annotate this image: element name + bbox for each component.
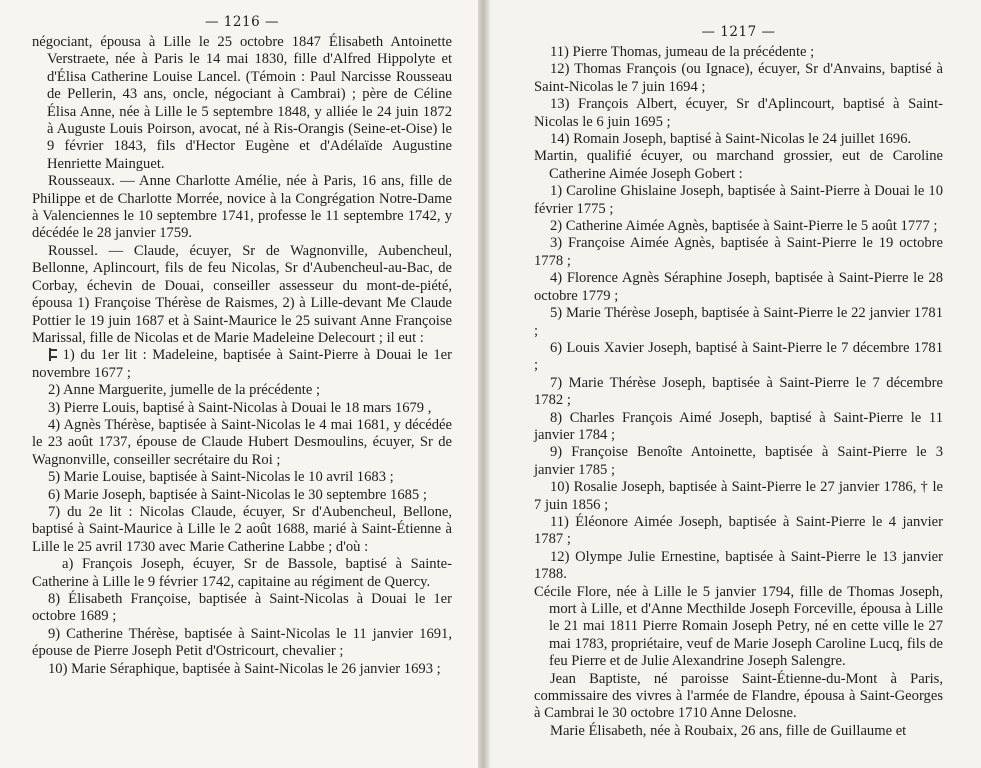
list-item: 11) Éléonore Aimée Joseph, baptisée à Saint-Pierre le 4 janvier 1787 ; — [534, 513, 943, 548]
list-item: 13) François Albert, écuyer, Sr d'Aplincourt, baptisé à Saint-Nicolas le 6 juin 1695 ; — [534, 96, 943, 130]
list-item: 9) Catherine Thérèse, baptisée à Saint-Nicolas le 11 janvier 1691, épouse de Pierre Joseph Petit d'Ostricourt, chevalier ; — [32, 625, 452, 660]
list-item: 3) Pierre Louis, baptisé à Saint-Nicolas à Douai le 18 mars 1679 , — [48, 399, 432, 416]
list-item: 7) du 2e lit : Nicolas Claude, écuyer, Sr d'Aubencheul, Bellone, baptisé à Saint-Maurice à Lille le 2 août 1688, marié à Saint-Étienne à Lille le 25 avril 1730 avec Marie Catherine Labbe ; d'où : — [32, 503, 452, 555]
list-item: 14) Romain Joseph, baptisé à Saint-Nicolas le 24 juillet 1696. — [550, 131, 912, 148]
left-page — [0, 0, 478, 768]
list-item: 6) Louis Xavier Joseph, baptisé à Saint-Pierre le 7 décembre 1781 ; — [534, 339, 943, 374]
list-item: 12) Thomas François (ou Ignace), écuyer, Sr d'Anvains, baptisé à Saint-Nicolas le 7 juin 1694 ; — [534, 61, 943, 95]
list-item: 8) Charles François Aimé Joseph, baptisé à Saint-Pierre le 11 janvier 1784 ; — [534, 409, 943, 443]
list-item: 8) Élisabeth Françoise, baptisée à Saint-Nicolas à Douai le 1er octobre 1689 ; — [32, 591, 452, 625]
text-paragraph: Marie Élisabeth, née à Roubaix, 26 ans, fille de Guillaume et — [550, 722, 907, 739]
text-paragraph: négociant, épousa à Lille le 25 octobre 1847 Élisabeth Antoinette Verstraete, née à Paris le 14 mai 1830, fille d'Alfred Hippolyte et d'Élisa Catherine Louise Lancel. (Témoin : Paul Narcisse Rousseau de Pellerin, 43 ans, oncle, négociant à Cambrai) ; père de Céline Élisa Anne, née à Lille le 5 septembre 1848, y alliée le 24 juin 1872 à Auguste Louis Poirson, avocat, né à Ris-Orangis (Seine-et-Oise) le 9 février 1843, fils d'Hector Eugène et d'Adélaïde Augustine Henriette Mainguet. — [32, 34, 452, 172]
page-number-left: — 1216 — — [205, 14, 279, 30]
list-item: 3) Françoise Aimée Agnès, baptisée à Saint-Pierre le 19 octobre 1778 ; — [534, 235, 943, 269]
list-item: 11) Pierre Thomas, jumeau de la précédente ; — [550, 44, 815, 60]
list-subitem: a) François Joseph, écuyer, Sr de Bassole, baptisé à Sainte-Catherine à Lille le 9 février 1742, capitaine au régiment de Quercy. — [32, 556, 452, 590]
list-item: 5) Marie Louise, baptisée à Saint-Nicolas le 10 avril 1683 ; — [48, 469, 394, 486]
list-item: 10) Marie Séraphique, baptisée à Saint-Nicolas le 26 janvier 1693 ; — [48, 660, 441, 677]
list-item: 6) Marie Joseph, baptisée à Saint-Nicolas le 30 septembre 1685 ; — [48, 486, 427, 503]
list-item: 10) Rosalie Joseph, baptisée à Saint-Pierre le 27 janvier 1786, † le 7 juin 1856 ; — [534, 479, 943, 513]
list-item-text: 1) du 1er lit : Madeleine, baptisée à Saint-Pierre à Douai le 1er novembre 1677 ; — [32, 347, 452, 381]
list-item: 2) Anne Marguerite, jumelle de la précédente ; — [48, 382, 321, 399]
right-page-text — [534, 44, 943, 740]
list-item: 7) Marie Thérèse Joseph, baptisée à Saint-Pierre le 7 décembre 1782 ; — [534, 374, 943, 409]
list-item: 5) Marie Thérèse Joseph, baptisée à Saint-Pierre le 22 janvier 1781 ; — [534, 305, 943, 339]
text-paragraph: Martin, qualifié écuyer, ou marchand grossier, eut de Caroline Catherine Aimée Joseph Gobert : — [534, 148, 943, 182]
text-paragraph: Cécile Flore, née à Lille le 5 janvier 1794, fille de Thomas Joseph, mort à Lille, et d'Anne Mecthilde Joseph Forceville, épousa à Lille le 21 mai 1811 Pierre Romain Joseph Petry, né en cette ville le 27 mai 1783, propriétaire, veuf de Marie Joseph Caroline Lucq, fils de feu Pierre et de Julie Alexandrine Joseph Salengre. — [534, 583, 943, 670]
marginal-mark-icon — [48, 348, 57, 361]
list-item: 2) Catherine Aimée Agnès, baptisée à Saint-Pierre le 5 août 1777 ; — [550, 218, 938, 235]
text-paragraph: Rousseaux. — Anne Charlotte Amélie, née à Paris, 16 ans, fille de Philippe et de Charlotte Morrée, novice à la Congrégation Notre-Dame à Valenciennes le 10 septembre 1741, professe le 11 septembre 1742, y décédée le 28 janvier 1759. — [32, 173, 452, 242]
book-gutter — [478, 0, 490, 768]
right-page — [490, 0, 981, 768]
list-item — [32, 347, 452, 382]
list-item: 12) Olympe Julie Ernestine, baptisée à Saint-Pierre le 13 janvier 1788. — [534, 548, 943, 583]
page-number-right: — 1217 — — [701, 24, 776, 40]
list-item: 4) Agnès Thérèse, baptisée à Saint-Nicolas le 4 mai 1681, y décédée le 23 août 1737, épouse de Claude Hubert Desmoulins, écuyer, Sr de Wagnonville, conseiller secrétaire du Roi ; — [32, 416, 452, 468]
text-paragraph: Jean Baptiste, né paroisse Saint-Étienne-du-Mont à Paris, commissaire des vivres à l'armée de Flandre, épousa à Saint-Georges à Cambrai le 30 octobre 1710 Anne Delosne. — [534, 670, 943, 722]
left-page-text — [32, 34, 452, 678]
list-item: 9) Françoise Benoîte Antoinette, baptisée à Saint-Pierre le 3 janvier 1785 ; — [534, 444, 943, 478]
list-item: 4) Florence Agnès Séraphine Joseph, baptisée à Saint-Pierre le 28 octobre 1779 ; — [534, 270, 943, 304]
text-paragraph: Roussel. — Claude, écuyer, Sr de Wagnonville, Aubencheul, Bellonne, Aplincourt, fils de feu Nicolas, Sr d'Aubencheul-au-Bac, de Corbay, échevin de Douai, conseiller assesseur du mont-de-piété, épousa 1) Françoise Thérèse de Raismes, 2) à Lille-devant Me Claude Pottier le 19 juin 1687 et à Saint-Maurice le 25 suivant Anne Françoise Marissal, fille de Nicolas et de Marie Madeleine Delecourt ; il eut : — [32, 242, 452, 346]
list-item: 1) Caroline Ghislaine Joseph, baptisée à Saint-Pierre à Douai le 10 février 1775 ; — [534, 183, 943, 217]
